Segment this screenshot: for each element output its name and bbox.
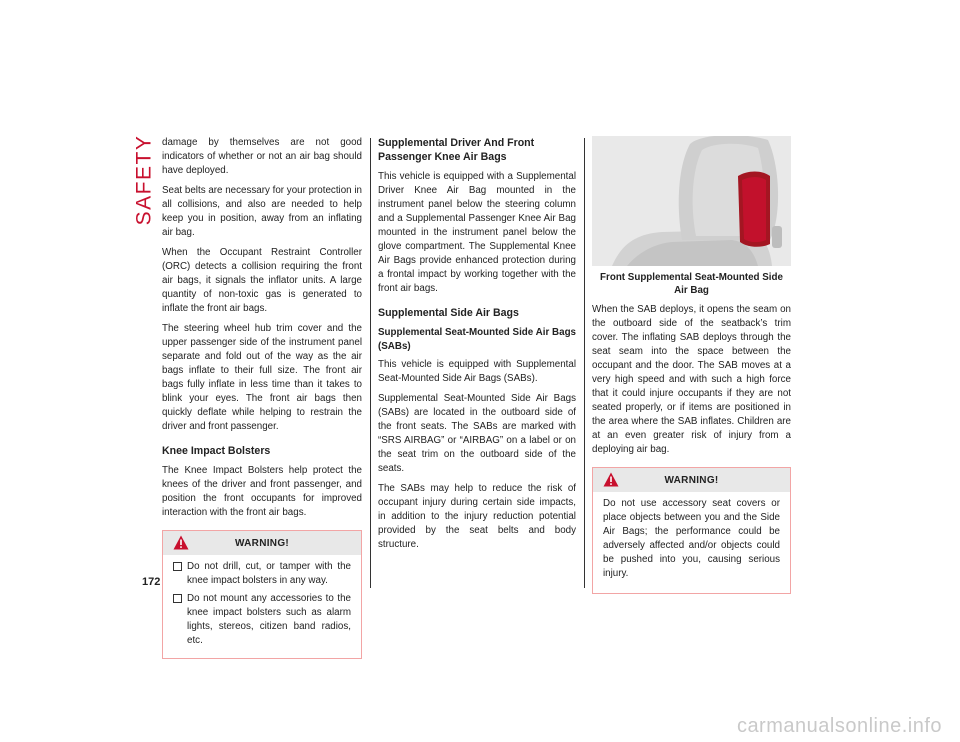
heading-knee-air-bags: Supplemental Driver And Front Passenger Knee Air Bags [378, 137, 535, 163]
section-title-text: SAFETY [132, 134, 155, 226]
paragraph: When the SAB deploys, it opens the seam on the outboard side of the seatback’s trim cover. The inflating SAB deploys through the seat seam into the space between the occupant and the door. The SAB moves at a very high speed and with such a high force that it could injure occupants if they are not seated properly, or if items are positioned in the area where the SAB inflates. Children are at an even greater risk of injury from a deploying air bag. [592, 304, 791, 455]
warning-triangle-icon [603, 472, 619, 487]
column-right [592, 136, 791, 594]
page-number: 172 [142, 576, 161, 588]
paragraph: When the Occupant Restraint Controller (ORC) detects a collision requiring the front air bags, it signals the inflator units. A large quantity of non-toxic gas is generated to inflate the front air bags. [162, 247, 362, 314]
checkbox-bullet-icon [173, 594, 182, 603]
warning-bullet: Do not mount any accessories to the knee impact bolsters such as alarm lights, stereos, citizen band radios, etc. [173, 592, 351, 648]
heading-side-air-bags: Supplemental Side Air Bags [378, 307, 519, 319]
column-left [162, 136, 362, 659]
figure-caption: Front Supplemental Seat-Mounted Side Air Bag [600, 272, 783, 296]
section-title [130, 134, 158, 226]
warning-text: Do not use accessory seat covers or place objects between you and the Side Air Bags; the performance could be adversely affected and/or objects could be pushed into you, causing serious injury. [603, 498, 780, 579]
paragraph: The Knee Impact Bolsters help protect the knees of the driver and front passenger, and position the front occupants for improved interaction with the front air bags. [162, 465, 362, 518]
checkbox-bullet-icon [173, 562, 182, 571]
warning-box-knee [162, 530, 362, 659]
column-divider-right [584, 138, 585, 588]
paragraph: Seat belts are necessary for your protection in all collisions, and also are needed to help keep you in position, away from an inflating air bag. [162, 185, 362, 238]
warning-bullet: Do not drill, cut, or tamper with the knee impact bolsters in any way. [173, 560, 351, 588]
seat-image [592, 136, 791, 266]
column-divider-left [370, 138, 371, 588]
warning-title: WARNING! [664, 474, 719, 486]
paragraph: The steering wheel hub trim cover and the upper passenger side of the instrument panel separate and fold out of the way as the air bags inflate to their full size. The front air bags fully inflate in less time than it takes to blink your eyes. The front air bags then quickly deflate while helping to restrain the driver and front passenger. [162, 323, 362, 432]
paragraph: This vehicle is equipped with Supplemental Seat-Mounted Side Air Bags (SABs). [378, 359, 576, 384]
column-middle [378, 136, 576, 558]
warning-body [163, 555, 361, 658]
warning-header [163, 531, 361, 555]
paragraph: This vehicle is equipped with a Supplemental Driver Knee Air Bag mounted in the instrument panel below the steering column and a Supplemental Passenger Knee Air Bag mounted in the instrument panel below the glove compartment. The Supplemental Knee Air Bags provide enhanced protection during a frontal impact by working together with the front air bags. [378, 171, 576, 294]
warning-box-sab [592, 467, 791, 594]
paragraph: damage by themselves are not good indicators of whether or not an air bag should have deployed. [162, 137, 362, 176]
heading-knee-impact-bolsters: Knee Impact Bolsters [162, 445, 271, 457]
paragraph: The SABs may help to reduce the risk of occupant injury during certain side impacts, in addition to the injury reduction potential provided by the seat belts and body structure. [378, 483, 576, 550]
warning-title: WARNING! [234, 537, 290, 549]
warning-body [593, 492, 790, 593]
subheading-sab: Supplemental Seat-Mounted Side Air Bags (SABs) [378, 327, 576, 352]
paragraph: Supplemental Seat-Mounted Side Air Bags (SABs) are located in the outboard side of the front seats. The SABs are marked with “SRS AIRBAG” or “AIRBAG” on a label or on the seat trim on the outboard side of the seats. [378, 393, 576, 474]
watermark: carmanualsonline.info [736, 715, 942, 737]
warning-header [593, 468, 790, 492]
warning-triangle-icon [173, 535, 189, 550]
seat-airbag-illustration [592, 136, 791, 266]
